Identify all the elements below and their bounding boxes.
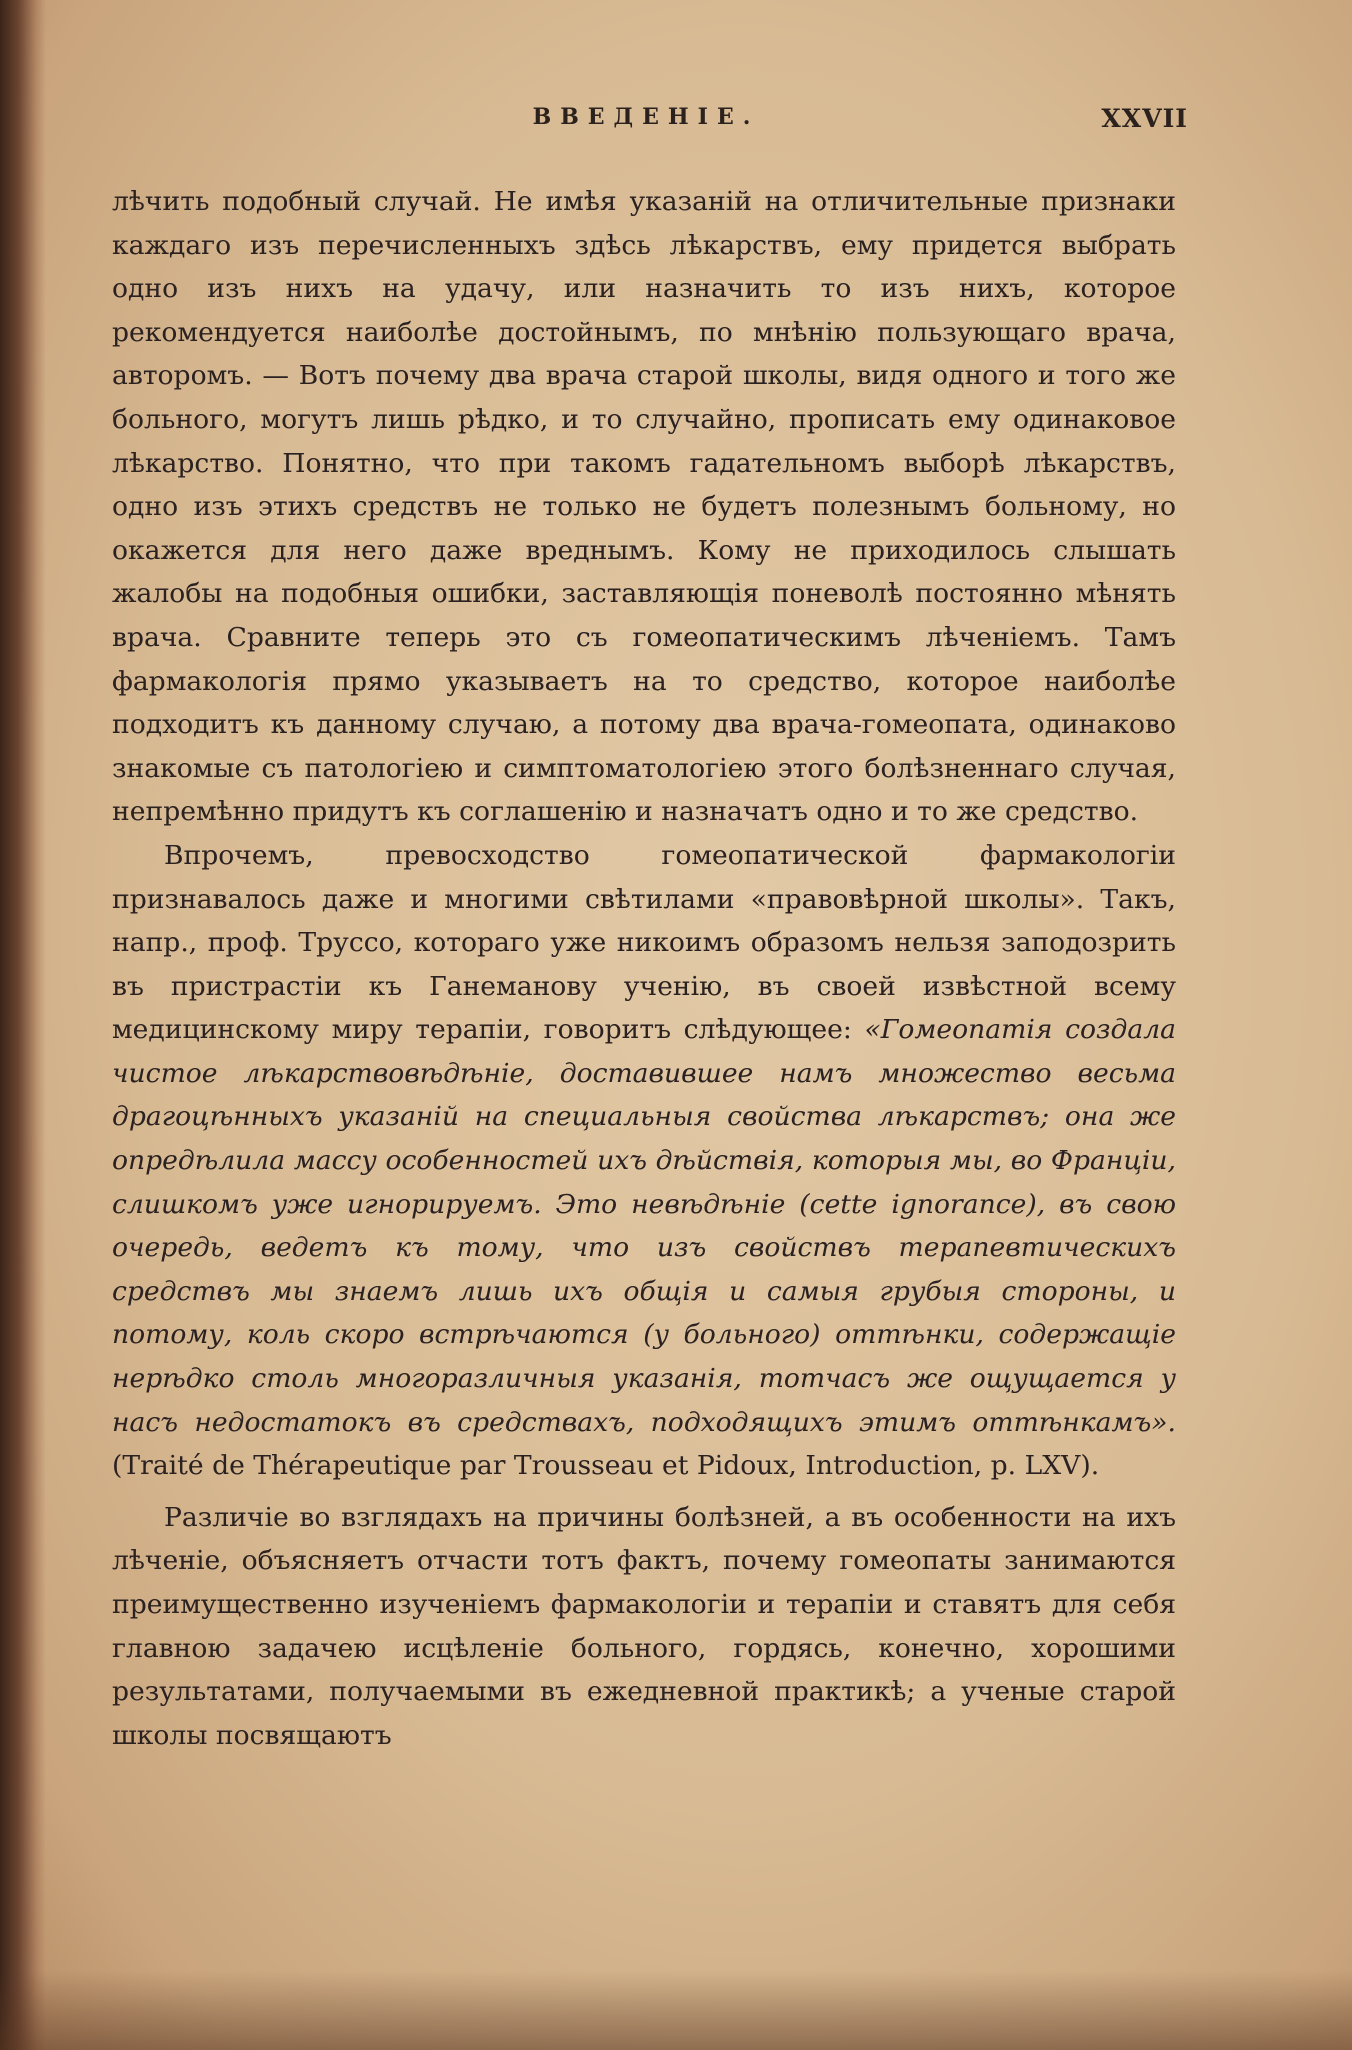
page-body: [112, 180, 1176, 1757]
paragraph-1: лѣчить подобный случай. Не имѣя указаній на отличительные признаки каждаго изъ перечисленныхъ здѣсь лѣкарствъ, ему придется выбрать одно изъ нихъ на удачу, или назначить то изъ нихъ, которое рекомендуется наиболѣе достойнымъ, по мнѣнію пользующаго врача, авторомъ. — Вотъ почему два врача старой школы, видя одного и того же больного, могутъ лишь рѣдко, и то случайно, прописать ему одинаковое лѣкарство. Понятно, что при такомъ гадательномъ выборѣ лѣкарствъ, одно изъ этихъ средствъ не только не будетъ полезнымъ больному, но окажется для него даже вреднымъ. Кому не приходилось слышать жалобы на подобныя ошибки, заставляющія поневолѣ постоянно мѣнять врача. Сравните теперь это съ гомеопатическимъ лѣченіемъ. Тамъ фармакологія прямо указываетъ на то средство, которое наиболѣе подходитъ къ данному случаю, а потому два врача-гомеопата, одинаково знакомые съ патологіею и симптоматологіею этого болѣзненнаго случая, непремѣнно придутъ къ соглашенію и назначатъ одно и то же средство.: [112, 186, 1176, 828]
page-header: [110, 104, 1188, 144]
paragraph-2: [112, 834, 1176, 1488]
paragraph-2-intro: Впрочемъ, превосходство гомеопатической фармакологіи признавалось даже и многими свѣтилами «правовѣрной школы». Такъ, напр., проф. Труссо, котораго уже никоимъ образомъ нельзя заподозрить въ пристрастіи къ Ганеманову ученію, въ своей извѣстной всему медицинскому миру терапіи, говоритъ слѣдующее:: [112, 839, 1176, 1046]
citation: (Traité de Thérapeutique par Trousseau et Pidoux, Introduction, p. LXV).: [112, 1450, 1100, 1482]
page-number: XXVII: [1101, 104, 1188, 133]
trousseau-quote: «Гомеопатія создала чистое лѣкарствовѣдѣніе, доставившее намъ множество весьма драгоцѣнныхъ указаній на специальныя свойства лѣкарствъ; она же опредѣлила массу особенностей ихъ дѣйствія, которыя мы, во Франціи, слишкомъ уже игнорируемъ. Это невѣдѣніе (cette ignorance), въ свою очередь, ведетъ къ тому, что изъ свойствъ терапевтическихъ средствъ мы знаемъ лишь ихъ общія и самыя грубыя стороны, и потому, коль скоро встрѣчаются (у больного) оттѣнки, содержащіе нерѣдко столь многоразличныя указанія, тотчасъ же ощущается у насъ недостатокъ въ средствахъ, подходящихъ этимъ оттѣнкамъ».: [112, 1014, 1176, 1438]
paragraph-3: Различіе во взглядахъ на причины болѣзней, а въ особенности на ихъ лѣченіе, объясняетъ отчасти тотъ фактъ, почему гомеопаты занимаются преимущественно изученіемъ фармакологіи и терапіи и ставятъ для себя главною задачею исцѣленіе больного, гордясь, конечно, хорошими результатами, получаемыми въ ежедневной практикѣ; а ученые старой школы посвящаютъ: [112, 1501, 1176, 1751]
running-title: ВВЕДЕНIЕ.: [532, 104, 760, 130]
